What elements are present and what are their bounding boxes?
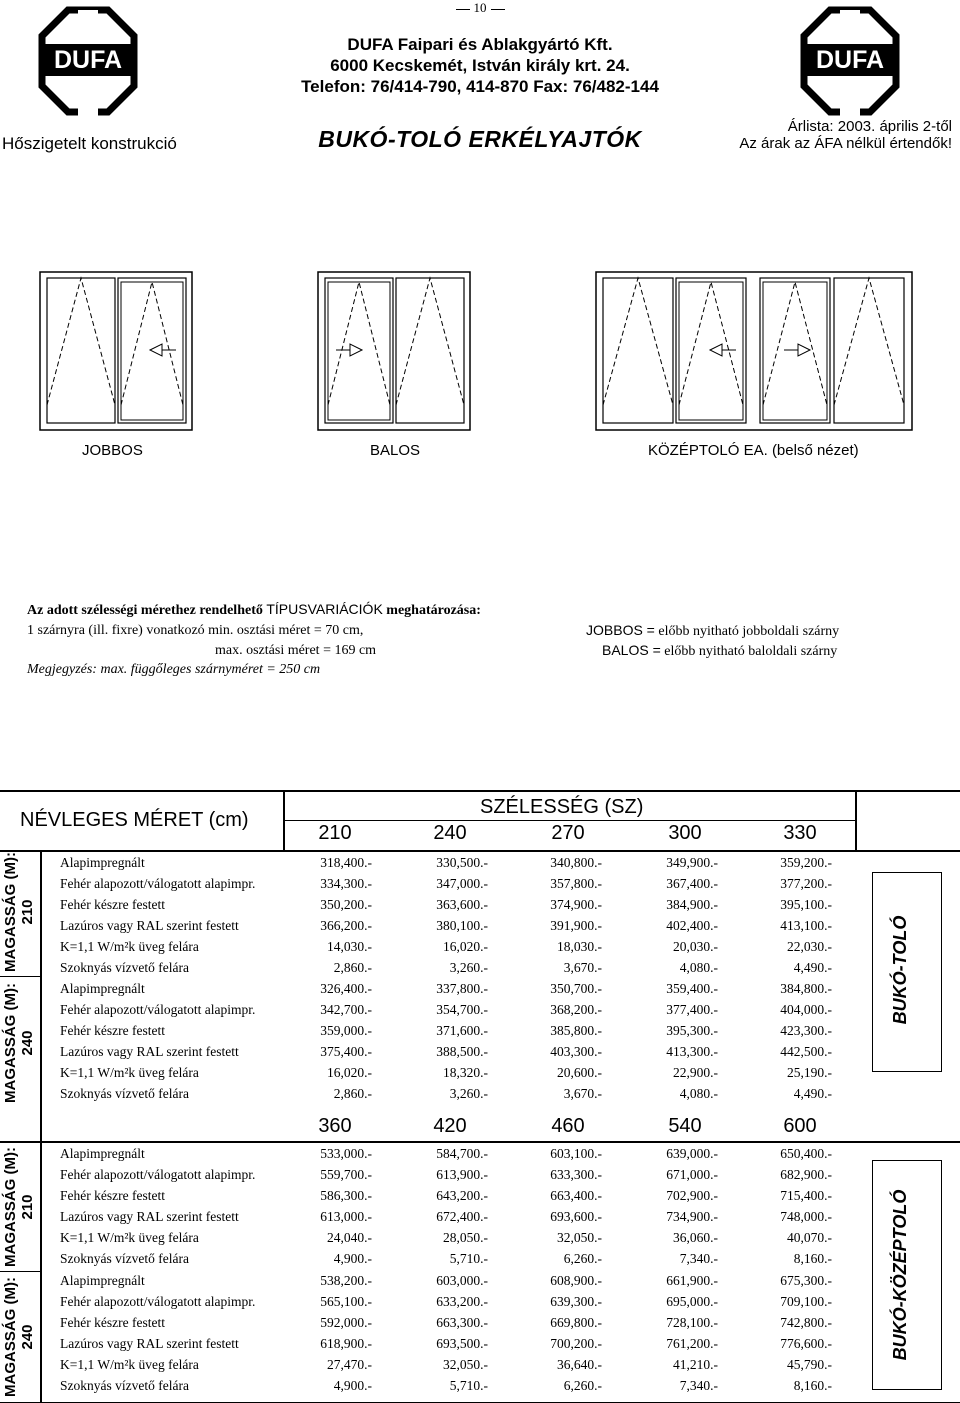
price-cell: 24,040.- (327, 1230, 372, 1245)
price-cell: 7,340.- (679, 1251, 718, 1266)
price-cell: 45,790.- (787, 1357, 832, 1372)
table-row (60, 1020, 860, 1041)
row-label: Lazúros vagy RAL szerint festett (60, 918, 239, 933)
price-cell: 318,400.- (320, 855, 372, 870)
width-label: SZÉLESSÉG (SZ) (480, 796, 644, 818)
jobbos-key: JOBBOS = (586, 622, 655, 638)
table-row (60, 852, 860, 873)
price-cell: 669,800.- (550, 1315, 602, 1330)
price-cell: 5,710.- (449, 1251, 488, 1266)
row-label: K=1,1 W/m²k üveg felára (60, 1065, 199, 1080)
price-cell: 639,300.- (550, 1294, 602, 1309)
table-row (60, 1291, 860, 1312)
price-cell: 613,900.- (436, 1167, 488, 1182)
note-line2: max. osztási méret = 169 cm (215, 643, 377, 658)
price-cell: 334,300.- (320, 876, 372, 891)
table-top-line (0, 790, 960, 792)
table-row (60, 999, 860, 1020)
table-row (60, 1185, 860, 1206)
table-row (60, 1041, 860, 1062)
price-cell: 350,700.- (550, 981, 602, 996)
price-cell: 2,860.- (333, 960, 372, 975)
price-cell: 559,700.- (320, 1167, 372, 1182)
caption-jobbos: JOBBOS (82, 442, 143, 459)
price-cell: 40,070.- (787, 1230, 832, 1245)
price-cell: 359,400.- (666, 981, 718, 996)
price-cell: 592,000.- (320, 1315, 372, 1330)
width-values-row-1 (0, 822, 960, 850)
table-row (60, 1143, 860, 1164)
price-cell: 36,640.- (557, 1357, 602, 1372)
price-cell: 350,200.- (320, 897, 372, 912)
price-cell: 3,670.- (563, 1086, 602, 1101)
width-value: 240 (433, 822, 467, 844)
table-row (60, 873, 860, 894)
row-label: Fehér alapozott/válogatott alapimpr. (60, 1002, 256, 1017)
price-cell: 404,000.- (780, 1002, 832, 1017)
price-cell: 27,470.- (327, 1357, 372, 1372)
price-cell: 650,400.- (780, 1146, 832, 1161)
price-cell: 402,400.- (666, 918, 718, 933)
price-cell: 20,600.- (557, 1065, 602, 1080)
door-diagrams (0, 260, 960, 440)
row-label: Fehér alapozott/válogatott alapimpr. (60, 1294, 256, 1309)
row-label: Fehér alapozott/válogatott alapimpr. (60, 1167, 256, 1182)
price-cell: 366,200.- (320, 918, 372, 933)
table-row (60, 1375, 860, 1396)
notes-heading-c: meghatározása: (382, 603, 481, 618)
table-row (60, 936, 860, 957)
price-cell: 693,600.- (550, 1209, 602, 1224)
price-cell: 8,160.- (793, 1378, 832, 1393)
price-cell: 613,000.- (320, 1209, 372, 1224)
price-cell: 368,200.- (550, 1002, 602, 1017)
price-cell: 388,500.- (436, 1044, 488, 1059)
table-row (60, 1248, 860, 1269)
price-cell: 672,400.- (436, 1209, 488, 1224)
price-cell: 761,200.- (666, 1336, 718, 1351)
price-cell: 36,060.- (673, 1230, 718, 1245)
price-cell: 28,050.- (443, 1230, 488, 1245)
width-value: 460 (551, 1115, 585, 1137)
price-cell: 709,100.- (780, 1294, 832, 1309)
width-value: 300 (668, 822, 702, 844)
price-cell: 22,900.- (673, 1065, 718, 1080)
price-cell: 695,000.- (666, 1294, 718, 1309)
height-label-block2: MAGASSÁG (M): 240 (2, 983, 36, 1103)
width-value: 270 (551, 822, 585, 844)
width-value: 540 (668, 1115, 702, 1137)
company-phone: Telefon: 76/414-790, 414-870 Fax: 76/482-144 (301, 77, 659, 96)
pricelist-date: Árlista: 2003. április 2-től (787, 118, 952, 135)
price-cell: 3,260.- (449, 1086, 488, 1101)
price-cell: 603,000.- (436, 1273, 488, 1288)
table-row (60, 1312, 860, 1333)
price-cell: 18,030.- (557, 939, 602, 954)
price-cell: 357,800.- (550, 876, 602, 891)
price-cell: 8,160.- (793, 1251, 832, 1266)
table-row (60, 1333, 860, 1354)
price-cell: 16,020.- (443, 939, 488, 954)
price-cell: 16,020.- (327, 1065, 372, 1080)
price-cell: 633,300.- (550, 1167, 602, 1182)
table-row (60, 1354, 860, 1375)
row-label: Lazúros vagy RAL szerint festett (60, 1209, 239, 1224)
company-name: DUFA Faipari és Ablakgyártó Kft. (347, 35, 613, 54)
price-cell: 643,200.- (436, 1188, 488, 1203)
price-cell: 32,050.- (443, 1357, 488, 1372)
row-label: Szoknyás vízvető felára (60, 1378, 189, 1393)
price-cell: 340,800.- (550, 855, 602, 870)
price-cell: 6,260.- (563, 1251, 602, 1266)
price-cell: 748,000.- (780, 1209, 832, 1224)
height-label-block3: MAGASSÁG (M): 210 (2, 1147, 36, 1267)
price-cell: 586,300.- (320, 1188, 372, 1203)
view-note: (belső nézet) (771, 442, 859, 459)
price-cell: 395,300.- (666, 1023, 718, 1038)
caption-kozepolo: KÖZÉPTOLÓ EA. (648, 442, 768, 459)
price-cell: 32,050.- (557, 1230, 602, 1245)
price-cell: 776,600.- (780, 1336, 832, 1351)
table-row (60, 1206, 860, 1227)
price-cell: 3,670.- (563, 960, 602, 975)
price-cell: 371,600.- (436, 1023, 488, 1038)
price-cell: 7,340.- (679, 1378, 718, 1393)
price-cell: 715,400.- (780, 1188, 832, 1203)
page-number: 10 (450, 0, 510, 16)
row-label: Fehér készre festett (60, 897, 165, 912)
side-label-buko-kozepolo: BUKÓ-KÖZÉPTOLÓ (890, 1189, 910, 1361)
price-cell: 682,900.- (780, 1167, 832, 1182)
row-label: Lazúros vagy RAL szerint festett (60, 1044, 239, 1059)
price-cell: 538,200.- (320, 1273, 372, 1288)
dufa-logo-left (38, 6, 138, 116)
price-cell: 4,490.- (793, 1086, 832, 1101)
price-cell: 423,300.- (780, 1023, 832, 1038)
width-value: 330 (783, 822, 817, 844)
balos-frame (318, 272, 470, 430)
row-label: Lazúros vagy RAL szerint festett (60, 1336, 239, 1351)
notes-heading (27, 600, 481, 620)
price-cell: 391,900.- (550, 918, 602, 933)
price-cell: 663,400.- (550, 1188, 602, 1203)
price-cell: 384,900.- (666, 897, 718, 912)
price-cell: 349,900.- (666, 855, 718, 870)
price-cell: 661,900.- (666, 1273, 718, 1288)
table-row (60, 1062, 860, 1083)
pricelist-info (739, 118, 952, 152)
nominal-size-label: NÉVLEGES MÉRET (cm) (20, 809, 249, 831)
price-cell: 330,500.- (436, 855, 488, 870)
price-cell: 4,080.- (679, 1086, 718, 1101)
width-values-row-2 (0, 1115, 960, 1141)
price-cell: 377,200.- (780, 876, 832, 891)
row-label: Fehér alapozott/válogatott alapimpr. (60, 876, 256, 891)
row-label: Fehér készre festett (60, 1315, 165, 1330)
price-cell: 734,900.- (666, 1209, 718, 1224)
price-cell: 533,000.- (320, 1146, 372, 1161)
table-row (60, 1227, 860, 1248)
width-value: 360 (318, 1115, 352, 1137)
table-row (60, 1083, 860, 1104)
price-cell: 384,800.- (780, 981, 832, 996)
price-cell: 20,030.- (673, 939, 718, 954)
note-line1: 1 szárnyra (ill. fixre) vonatkozó min. osztási méret = 70 cm, (27, 623, 364, 638)
balos-desc: előbb nyitható baloldali szárny (664, 644, 838, 659)
price-cell: 633,200.- (436, 1294, 488, 1309)
table-row (60, 1270, 860, 1291)
price-cell: 4,900.- (333, 1251, 372, 1266)
table-row (60, 1164, 860, 1185)
price-cell: 603,100.- (550, 1146, 602, 1161)
price-cell: 4,490.- (793, 960, 832, 975)
price-cell: 608,900.- (550, 1273, 602, 1288)
price-cell: 742,800.- (780, 1315, 832, 1330)
logo-text: DUFA (53, 46, 123, 74)
row-label: K=1,1 W/m²k üveg felára (60, 939, 199, 954)
price-cell: 375,400.- (320, 1044, 372, 1059)
price-cell: 403,300.- (550, 1044, 602, 1059)
price-cell: 374,900.- (550, 897, 602, 912)
price-cell: 342,700.- (320, 1002, 372, 1017)
jobbos-frame (40, 272, 192, 430)
price-cell: 442,500.- (780, 1044, 832, 1059)
price-cell: 671,000.- (666, 1167, 718, 1182)
price-cell: 639,000.- (666, 1146, 718, 1161)
price-cell: 413,300.- (666, 1044, 718, 1059)
table-row (60, 978, 860, 999)
price-cell: 4,080.- (679, 960, 718, 975)
height-label-block1: MAGASSÁG (M): 210 (2, 852, 36, 972)
vat-note: Az árak az ÁFA nélkül értendők! (739, 135, 952, 152)
note-line3: Megjegyzés: max. függőleges szárnyméret = 250 cm (27, 662, 321, 677)
height-label-block4: MAGASSÁG (M): 240 (2, 1277, 36, 1397)
price-cell: 359,200.- (780, 855, 832, 870)
row-label: K=1,1 W/m²k üveg felára (60, 1230, 199, 1245)
row-label: Szoknyás vízvető felára (60, 1251, 189, 1266)
price-cell: 2,860.- (333, 1086, 372, 1101)
price-cell: 618,900.- (320, 1336, 372, 1351)
row-label: Alapimpregnált (60, 855, 145, 870)
caption-balos: BALOS (370, 442, 421, 459)
price-cell: 385,800.- (550, 1023, 602, 1038)
width-value: 210 (318, 822, 352, 844)
company-address: 6000 Kecskemét, István király krt. 24. (330, 56, 630, 75)
row-label: Szoknyás vízvető felára (60, 960, 189, 975)
price-cell: 702,900.- (666, 1188, 718, 1203)
construction-label: Hőszigetelt konstrukció (2, 134, 177, 153)
price-cell: 584,700.- (436, 1146, 488, 1161)
price-cell: 359,000.- (320, 1023, 372, 1038)
price-cell: 5,710.- (449, 1378, 488, 1393)
width-value: 600 (783, 1115, 817, 1137)
row-label: Alapimpregnált (60, 1146, 145, 1161)
price-cell: 41,210.- (673, 1357, 718, 1372)
price-cell: 693,500.- (436, 1336, 488, 1351)
side-label-buko-tolo: BUKÓ-TOLÓ (890, 915, 910, 1025)
price-cell: 380,100.- (436, 918, 488, 933)
price-cell: 326,400.- (320, 981, 372, 996)
balos-key: BALOS = (602, 642, 661, 658)
width-value: 420 (433, 1115, 467, 1137)
notes-heading-a: Az adott szélességi mérethez rendelhető (27, 603, 267, 618)
price-cell: 347,000.- (436, 876, 488, 891)
row-label: Fehér készre festett (60, 1188, 165, 1203)
price-cell: 25,190.- (787, 1065, 832, 1080)
logo-text: DUFA (815, 46, 885, 74)
price-cell: 663,300.- (436, 1315, 488, 1330)
price-cell: 18,320.- (443, 1065, 488, 1080)
price-cell: 354,700.- (436, 1002, 488, 1017)
jobbos-desc: előbb nyitható jobboldali szárny (658, 624, 840, 639)
price-cell: 367,400.- (666, 876, 718, 891)
price-cell: 6,260.- (563, 1378, 602, 1393)
price-cell: 337,800.- (436, 981, 488, 996)
price-cell: 565,100.- (320, 1294, 372, 1309)
price-cell: 4,900.- (333, 1378, 372, 1393)
price-cell: 14,030.- (327, 939, 372, 954)
price-cell: 675,300.- (780, 1273, 832, 1288)
row-label: Fehér készre festett (60, 1023, 165, 1038)
price-cell: 377,400.- (666, 1002, 718, 1017)
notes-heading-b: TÍPUSVARIÁCIÓK (266, 601, 383, 617)
row-label: K=1,1 W/m²k üveg felára (60, 1357, 199, 1372)
price-cell: 22,030.- (787, 939, 832, 954)
price-cell: 363,600.- (436, 897, 488, 912)
dufa-logo-right (800, 6, 900, 116)
price-cell: 728,100.- (666, 1315, 718, 1330)
table-row (60, 957, 860, 978)
row-label: Alapimpregnált (60, 981, 145, 996)
table-row (60, 915, 860, 936)
row-label: Szoknyás vízvető felára (60, 1086, 189, 1101)
price-cell: 3,260.- (449, 960, 488, 975)
price-cell: 700,200.- (550, 1336, 602, 1351)
price-cell: 413,100.- (780, 918, 832, 933)
page-title: BUKÓ-TOLÓ ERKÉLYAJTÓK (318, 126, 642, 152)
row-label: Alapimpregnált (60, 1273, 145, 1288)
table-row (60, 894, 860, 915)
price-cell: 395,100.- (780, 897, 832, 912)
